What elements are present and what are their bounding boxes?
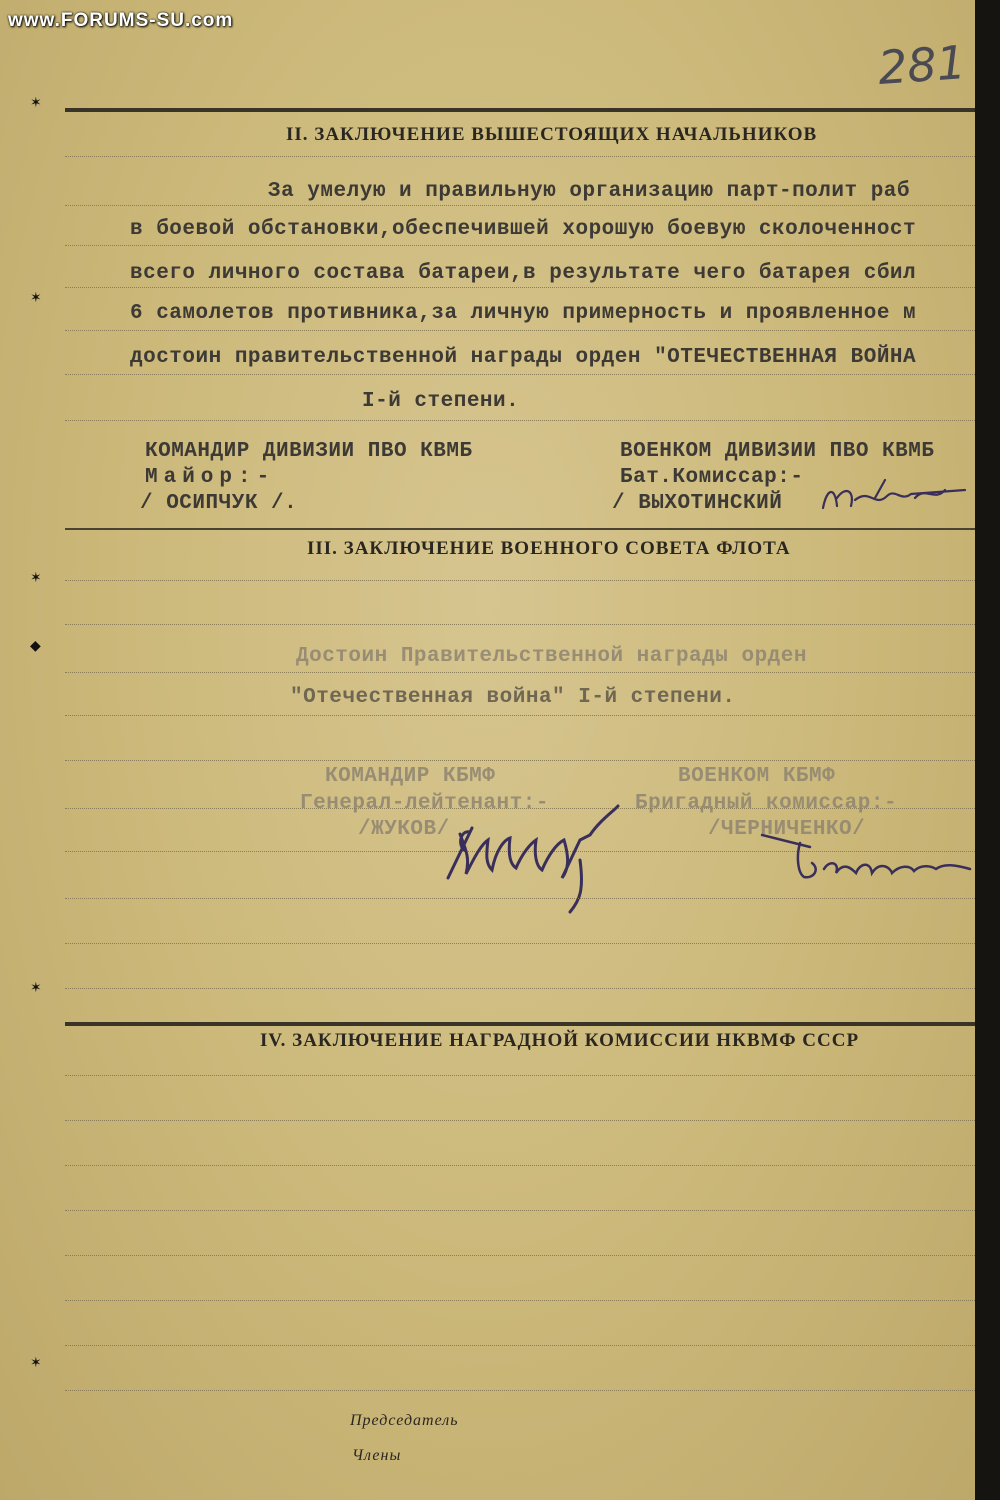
section-2-heading: II. ЗАКЛЮЧЕНИЕ ВЫШЕСТОЯЩИХ НАЧАЛЬНИКОВ — [286, 124, 818, 145]
ruled-line — [65, 205, 975, 206]
ruled-line — [65, 624, 975, 625]
ruled-line — [65, 156, 975, 157]
left-signer-title: КОМАНДИР ДИВИЗИИ ПВО КВМБ — [145, 440, 473, 463]
left-signer-name: /ЖУКОВ/ — [358, 818, 450, 841]
ruled-line — [65, 330, 975, 331]
section-3-heading: III. ЗАКЛЮЧЕНИЕ ВОЕННОГО СОВЕТА ФЛОТА — [307, 538, 791, 559]
ruled-line — [65, 1255, 975, 1256]
punch-mark: ✶ — [30, 980, 42, 996]
right-signer-rank: Бригадный комиссар:- — [635, 792, 898, 815]
ruled-line — [65, 374, 975, 375]
section-3-text-line: Достоин Правительственной награды орден — [296, 645, 807, 668]
ruled-line — [65, 1120, 975, 1121]
ruled-line — [65, 760, 975, 761]
commissar-signature — [760, 825, 975, 890]
right-signer-title: ВОЕНКОМ ДИВИЗИИ ПВО КВМБ — [620, 440, 935, 463]
ruled-line — [65, 1165, 975, 1166]
right-signer-name: /ЧЕРНИЧЕНКО/ — [708, 818, 866, 841]
ruled-line — [65, 1075, 975, 1076]
punch-mark: ✶ — [30, 570, 42, 586]
punch-mark: ◆ — [30, 638, 41, 654]
members-label: Члены — [352, 1447, 402, 1464]
right-signer-name: / ВЫХОТИНСКИЙ — [612, 492, 783, 515]
section-2-text-line: За умелую и правильную организацию парт-полит раб — [268, 180, 911, 203]
section-2-text-line: достоин правительственной награды орден "ОТЕЧЕСТВЕННАЯ ВОЙНА — [130, 346, 917, 369]
section-divider — [65, 528, 975, 530]
ruled-line — [65, 245, 975, 246]
punch-mark: ✶ — [30, 95, 42, 111]
ruled-line — [65, 943, 975, 944]
ruled-line — [65, 420, 975, 421]
ruled-line — [65, 580, 975, 581]
ruled-line — [65, 672, 975, 673]
left-signer-title: КОМАНДИР КБМФ — [325, 765, 496, 788]
section-2-text-line: 6 самолетов противника,за личную примерность и проявленное м — [130, 302, 917, 325]
scan-edge — [975, 0, 1000, 1500]
punch-mark: ✶ — [30, 1355, 42, 1371]
ruled-line — [65, 287, 975, 288]
ruled-line — [65, 988, 975, 989]
section-4-heading: IV. ЗАКЛЮЧЕНИЕ НАГРАДНОЙ КОМИССИИ НКВМФ СССР — [260, 1030, 860, 1051]
ruled-line — [65, 1300, 975, 1301]
left-signer-name: / ОСИПЧУК /. — [140, 492, 298, 515]
ruled-line — [65, 1390, 975, 1391]
punch-mark: ✶ — [30, 290, 42, 306]
ruled-line — [65, 898, 975, 899]
section-divider — [65, 108, 975, 112]
site-watermark: www.FORUMS-SU.com — [8, 10, 234, 31]
section-divider — [65, 1022, 975, 1026]
left-signer-rank: Майор:- — [145, 466, 276, 489]
ruled-line — [65, 1210, 975, 1211]
left-signer-rank: Генерал-лейтенант:- — [300, 792, 549, 815]
section-2-text-line: в боевой обстановки,обеспечившей хорошую боевую сколоченност — [130, 218, 917, 241]
section-3-text-line: "Отечественная война" I-й степени. — [290, 686, 736, 709]
right-signer-rank: Бат.Комиссар:- — [620, 466, 804, 489]
section-2-text-line: I-й степени. — [362, 390, 520, 413]
right-signer-title: ВОЕНКОМ КБМФ — [678, 765, 836, 788]
ruled-line — [65, 715, 975, 716]
ruled-line — [65, 1345, 975, 1346]
archive-page-number: 281 — [876, 35, 968, 95]
commander-signature — [430, 800, 630, 920]
section-2-text-line: всего личного состава батареи,в результате чего батарея сбил — [130, 262, 917, 285]
chairman-label: Председатель — [350, 1412, 459, 1429]
commissar-signature — [815, 468, 975, 523]
